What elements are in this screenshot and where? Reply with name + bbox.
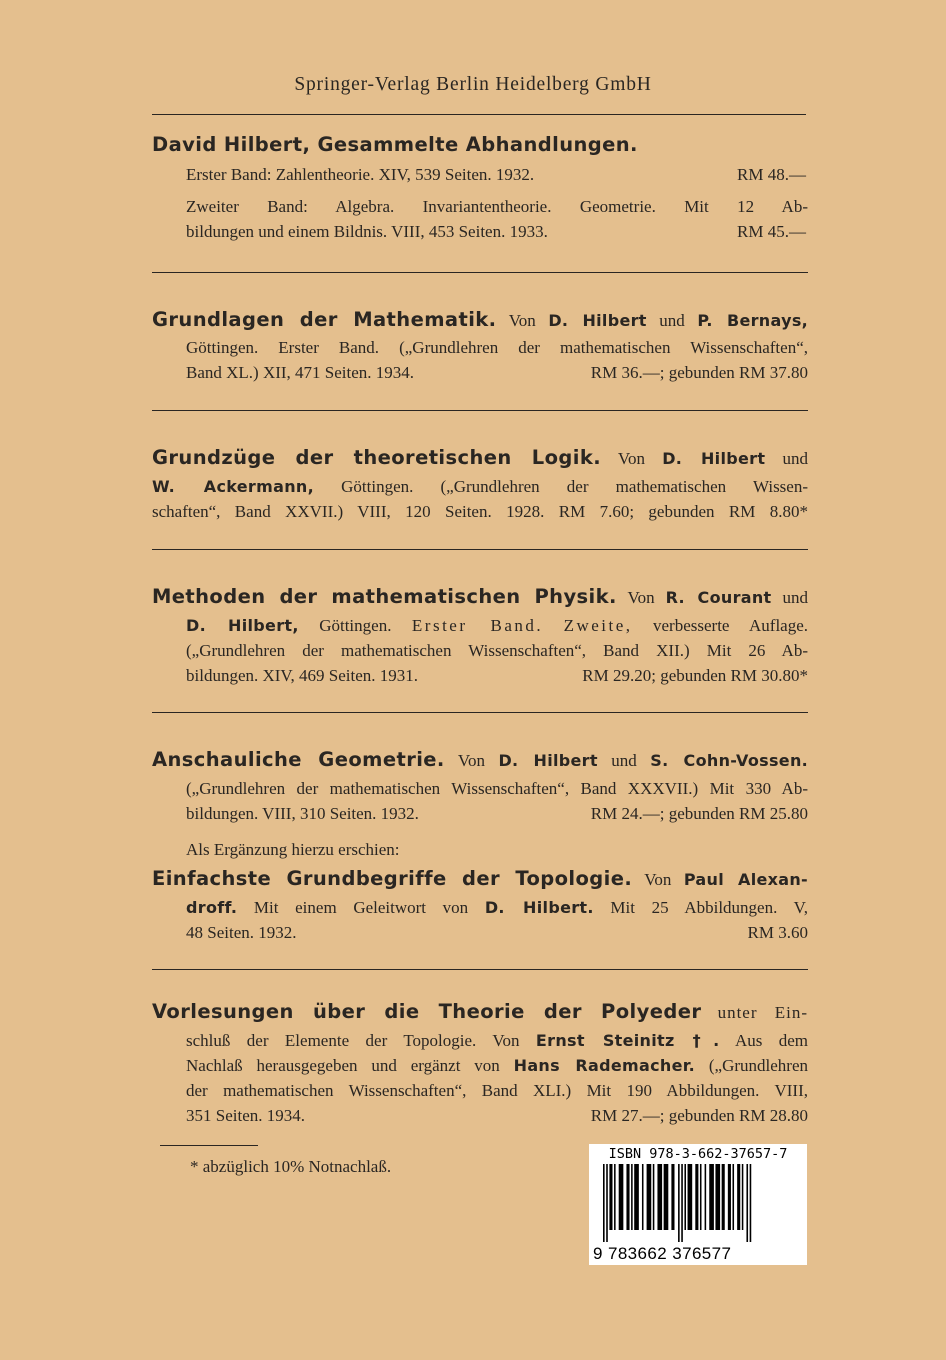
entry-text: unter Ein- xyxy=(717,1003,808,1022)
barcode-bar xyxy=(642,1164,644,1230)
entry-text-spaced: Zweite, xyxy=(563,616,633,635)
barcode-bar xyxy=(737,1164,740,1230)
price-text: RM 36.—; gebunden RM 37.80 xyxy=(590,363,808,382)
entry-text: Nachlaß herausgegeben und ergänzt von xyxy=(186,1056,500,1075)
entry-text: Mit einem Geleitwort von xyxy=(253,898,469,917)
publisher-name: Springer-Verlag Berlin Heidelberg GmbH xyxy=(294,74,652,95)
entry-text: („Grundlehren xyxy=(708,1056,809,1075)
barcode-bar xyxy=(705,1164,707,1230)
entry-line: bildungen. XIV, 469 Seiten. 1931. xyxy=(186,666,419,685)
entry-anschauliche-geometrie xyxy=(152,745,808,945)
barcode-bar xyxy=(614,1164,616,1230)
und-text: und xyxy=(659,311,685,330)
author-name: W. Ackermann, xyxy=(152,477,314,496)
price-text: RM 24.—; gebunden RM 25.80 xyxy=(590,804,808,823)
divider-rule xyxy=(152,272,808,273)
barcode-bar xyxy=(742,1164,744,1230)
band-2-line-2: bildungen und einem Bildnis. VIII, 453 Seiten. 1933. xyxy=(186,222,548,241)
von-text: Von xyxy=(627,588,655,607)
author-name: D. Hilbert xyxy=(662,449,766,468)
entry-text: Mit 25 Abbildungen. V, xyxy=(610,898,809,917)
barcode-bar xyxy=(728,1164,731,1230)
entry-gesammelte-abhandlungen xyxy=(152,131,808,244)
author-name: Ernst Steinitz †. xyxy=(535,1031,720,1050)
barcode-guard-bar xyxy=(678,1164,680,1242)
entry-title: David Hilbert, Gesammelte Abhandlungen. xyxy=(152,133,638,156)
divider-rule xyxy=(152,712,808,713)
entry-line: 48 Seiten. 1932. xyxy=(186,923,297,942)
price-text: RM 3.60 xyxy=(747,923,808,942)
entry-line: Göttingen. („Grundlehren der mathematischen Wissen- xyxy=(341,477,809,496)
barcode-guard-bar xyxy=(603,1164,605,1242)
author-name: D. Hilbert, xyxy=(186,616,299,635)
barcode-guard-bar xyxy=(681,1164,683,1242)
band-2-line-1: Zweiter Band: Algebra. Invariantentheorie. Geometrie. Mit 12 Ab- xyxy=(186,197,808,216)
entry-line: bildungen. VIII, 310 Seiten. 1932. xyxy=(186,804,419,823)
entry-methoden xyxy=(152,582,808,688)
barcode-bar xyxy=(653,1164,655,1230)
divider-rule xyxy=(152,549,808,550)
barcode-bar xyxy=(695,1164,698,1230)
barcode-bar xyxy=(715,1164,720,1230)
und-text: und xyxy=(782,449,808,468)
supplement-intro: Als Ergänzung hierzu erschien: xyxy=(186,840,400,859)
barcode-bar xyxy=(619,1164,624,1230)
von-text: Von xyxy=(644,870,672,889)
isbn-barcode xyxy=(589,1144,807,1265)
entry-text: Göttingen. xyxy=(319,616,392,635)
entry-text: Aus dem xyxy=(734,1031,809,1050)
author-name: D. Hilbert. xyxy=(484,898,594,917)
author-name: D. Hilbert xyxy=(548,311,647,330)
entry-title: Anschauliche Geometrie. xyxy=(152,748,445,771)
barcode-guard-bar xyxy=(606,1164,608,1242)
entry-text: schluß der Elemente der Topologie. Von xyxy=(186,1031,520,1050)
author-name: Paul Alexan- xyxy=(683,870,808,889)
entry-line: schaften“, Band XXVII.) VIII, 120 Seiten. 1928. RM 7.60; gebunden RM 8.80* xyxy=(152,502,808,521)
entry-line: Band XL.) XII, 471 Seiten. 1934. xyxy=(186,363,415,382)
barcode-guard-bar xyxy=(750,1164,752,1242)
entry-line: Göttingen. Erster Band. („Grundlehren der mathematischen Wissenschaften“, xyxy=(186,338,808,357)
barcode-bar xyxy=(733,1164,735,1230)
author-name: R. Courant xyxy=(665,588,772,607)
barcode-bar xyxy=(688,1164,693,1230)
barcode-bar xyxy=(647,1164,652,1230)
entry-grundlagen xyxy=(152,306,808,385)
band-1-text: Erster Band: Zahlentheorie. XIV, 539 Seiten. 1932. xyxy=(186,165,535,184)
entry-line: („Grundlehren der mathematischen Wissenschaften“, Band XXXVII.) Mit 330 Ab- xyxy=(186,779,808,798)
entry-logik xyxy=(152,443,808,524)
barcode-bar xyxy=(609,1164,612,1230)
entry-line: 351 Seiten. 1934. xyxy=(186,1106,305,1125)
supplement-title: Einfachste Grundbegriffe der Topologie. xyxy=(152,867,633,890)
band-1-price: RM 48.— xyxy=(737,165,806,184)
und-text: und xyxy=(782,588,809,607)
author-name: P. Bernays, xyxy=(697,311,809,330)
barcode-bar xyxy=(684,1164,686,1230)
und-text: und xyxy=(611,751,637,770)
price-text: RM 27.—; gebunden RM 28.80 xyxy=(590,1106,808,1125)
author-name: D. Hilbert xyxy=(498,751,598,770)
von-text: Von xyxy=(457,751,485,770)
isbn-label: ISBN 978-3-662-37657-7 xyxy=(608,1146,788,1162)
divider-rule xyxy=(152,410,808,411)
entry-title: Methoden der mathematischen Physik. xyxy=(152,585,617,608)
barcode-bar xyxy=(634,1164,639,1230)
price-text: RM 29.20; gebunden RM 30.80* xyxy=(582,666,808,685)
barcode-bar xyxy=(631,1164,633,1230)
divider-rule xyxy=(152,969,808,970)
barcode-bars xyxy=(599,1164,797,1242)
entry-title: Grundlagen der Mathematik. xyxy=(152,308,497,331)
barcode-bar xyxy=(671,1164,674,1230)
von-text: Von xyxy=(617,449,646,468)
author-name: droff. xyxy=(186,898,238,917)
entry-text: verbesserte Auflage. xyxy=(653,616,809,635)
barcode-guard-bar xyxy=(746,1164,748,1242)
entry-title: Vorlesungen über die Theorie der Polyeder xyxy=(152,1000,702,1023)
barcode-bar xyxy=(700,1164,702,1230)
band-2-price: RM 45.— xyxy=(737,222,806,241)
header-rule xyxy=(152,114,806,115)
isbn-digits: 9 783662 376577 xyxy=(593,1244,732,1263)
footnote: * abzüglich 10% Notnachlaß. xyxy=(190,1157,392,1176)
barcode-bar xyxy=(626,1164,629,1230)
barcode-bar xyxy=(657,1164,662,1230)
entry-line: der mathematischen Wissenschaften“, Band XLI.) Mit 190 Abbildungen. VIII, xyxy=(186,1081,808,1100)
entry-line: („Grundlehren der mathematischen Wissenschaften“, Band XII.) Mit 26 Ab- xyxy=(186,641,808,660)
entry-title: Grundzüge der theoretischen Logik. xyxy=(152,446,602,469)
barcode-bar xyxy=(722,1164,725,1230)
entry-polyeder xyxy=(152,997,808,1128)
entry-text-spaced: Erster Band. xyxy=(411,616,544,635)
footnote-rule xyxy=(160,1145,258,1146)
barcode-bar xyxy=(664,1164,669,1230)
author-name: S. Cohn-Vossen. xyxy=(650,751,809,770)
barcode-bar xyxy=(709,1164,714,1230)
author-name: Hans Rademacher. xyxy=(513,1056,696,1075)
von-text: Von xyxy=(508,311,536,330)
